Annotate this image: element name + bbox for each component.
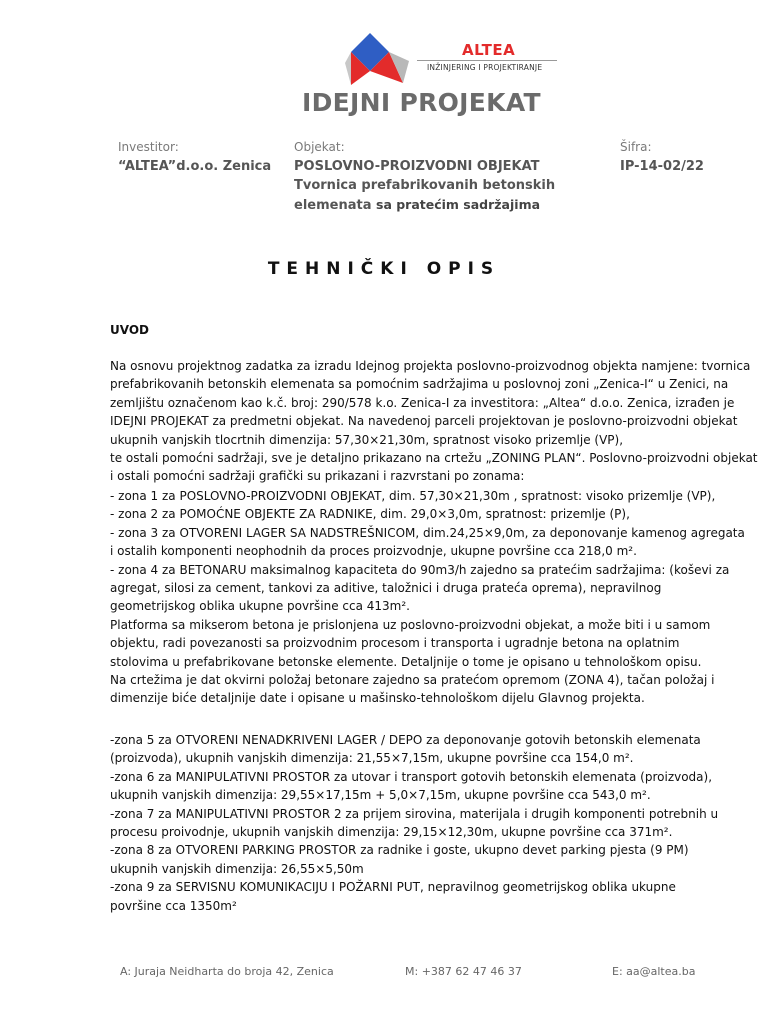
zone-line: Platforma sa mikserom betona je prislonjena uz poslovno-proizvodni objekat, a može biti i u samom (110, 617, 711, 632)
logo-divider (417, 60, 557, 61)
document-title: IDEJNI PROJEKAT (302, 88, 541, 117)
code-label: Šifra: (620, 140, 652, 154)
investor-value: “ALTEA”d.o.o. Zenica (118, 159, 272, 174)
zones-list-b (110, 731, 750, 915)
zone-line: - zona 2 za POMOĆNE OBJEKTE ZA RADNIKE, dim. 29,0×3,0m, spratnost: prizemlje (P), (110, 507, 630, 522)
uvod-heading: UVOD (110, 323, 149, 337)
object-line-1: POSLOVNO-PROIZVODNI OBJEKAT (294, 159, 540, 174)
zone-line: ukupnih vanjskih dimenzija: 29,55×17,15m + 5,0×7,15m, ukupne površine cca 543,0 m². (110, 788, 651, 803)
zone-line: dimenzije biće detaljnije date i opisane u mašinsko-tehnološkom dijelu Glavnog projekta. (110, 691, 645, 706)
section-title: TEHNIČKI OPIS (267, 259, 501, 279)
intro-paragraph (110, 357, 758, 486)
investor-label: Investitor: (118, 140, 179, 154)
zone-line: - zona 3 za OTVORENI LAGER SA NADSTREŠNICOM, dim.24,25×9,0m, za deponovanje kamenog agregata (110, 525, 745, 540)
zone-line: površine cca 1350m² (110, 898, 237, 913)
logo-name: ALTEA (462, 41, 516, 59)
zone-line: procesu proivodnje, ukupnih vanjskih dimenzija: 29,15×12,30m, ukupne površine cca 371m². (110, 824, 673, 839)
object-line-3 (294, 195, 555, 214)
object-line-3b: sa pratećim sadržajima (376, 197, 541, 212)
intro-line: zemljištu označenom kao k.č. broj: 290/578 k.o. Zenica-I za investitora: „Altea“ d.o.o. Zenica, izrađen je (110, 395, 735, 410)
zone-line: geometrijskog oblika ukupne površine cca 413m². (110, 599, 410, 614)
object-line-2: Tvornica prefabrikovanih betonskih (294, 178, 556, 193)
intro-line: prefabrikovanih betonskih elemenata sa pomoćnim sadržajima u poslovnoj zoni „Zenica-I“ u Zenici, na (110, 377, 729, 392)
zones-list-a (110, 487, 750, 708)
intro-line: i ostali pomoćni sadržaji grafički su prikazani i razvrstani po zonama: (110, 469, 525, 484)
zone-line: Na crtežima je dat okvirni položaj betonare zajedno sa pratećom opremom (ZONA 4), tačan položaj i (110, 672, 715, 687)
zone-line: ukupnih vanjskih dimenzija: 26,55×5,50m (110, 861, 364, 876)
zone-line: -zona 9 za SERVISNU KOMUNIKACIJU I POŽARNI PUT, nepravilnog geometrijskog oblika ukupne (110, 880, 676, 895)
altea-logo-icon (345, 33, 417, 89)
zone-line: objektu, radi povezanosti sa proizvodnim procesom i transporta i ugradnje betona na oplatnim (110, 636, 680, 651)
code-value: IP-14-02/22 (620, 159, 704, 174)
logo-subtitle: INŽINJERING I PROJEKTIRANJE (427, 63, 543, 72)
footer-address: A: Juraja Neidharta do broja 42, Zenica (120, 965, 334, 978)
intro-line: IDEJNI PROJEKAT za predmetni objekat. Na navedenoj parceli projektovan je poslovno-proizvodni objekat (110, 414, 738, 429)
company-logo (345, 33, 565, 89)
intro-line: ukupnih vanjskih tlocrtnih dimenzija: 57,30×21,30m, spratnost visoko prizemlje (VP), (110, 432, 624, 447)
footer-phone: M: +387 62 47 46 37 (405, 965, 522, 978)
zone-line: i ostalih komponenti neophodnih da proces proizvodnje, ukupne površine cca 218,0 m². (110, 544, 637, 559)
footer-email: E: aa@altea.ba (612, 965, 696, 978)
object-description (294, 157, 555, 214)
zone-line: -zona 5 za OTVORENI NENADKRIVENI LAGER / DEPO za deponovanje gotovih betonskih elemenata (110, 733, 701, 747)
intro-line: Na osnovu projektnog zadatka za izradu Idejnog projekta poslovno-proizvodnog objekta namjene: tvornica (110, 359, 751, 373)
zone-line: stolovima u prefabrikovane betonske elemente. Detaljnije o tome je opisano u tehnološkom opisu. (110, 654, 702, 669)
zone-line: - zona 1 za POSLOVNO-PROIZVODNI OBJEKAT, dim. 57,30×21,30m , spratnost: visoko prizemlje (VP), (110, 489, 716, 503)
object-label: Objekat: (294, 140, 345, 154)
intro-line: te ostali pomoćni sadržaji, sve je detaljno prikazano na crtežu „ZONING PLAN“. Poslovno-proizvodni objekat (110, 450, 758, 465)
zone-line: -zona 6 za MANIPULATIVNI PROSTOR za utovar i transport gotovih betonskih elemenata (proizvoda), (110, 769, 713, 784)
zone-line: -zona 8 za OTVORENI PARKING PROSTOR za radnike i goste, ukupno devet parking pjesta (9 PM) (110, 843, 689, 858)
zone-line: agregat, silosi za cement, tankovi za aditive, taložnici i druga prateća oprema), nepravilnog (110, 580, 662, 595)
zone-line: - zona 4 za BETONARU maksimalnog kapaciteta do 90m3/h zajedno sa pratećim sadržajima: (koševi za (110, 562, 730, 577)
zone-line: -zona 7 za MANIPULATIVNI PROSTOR 2 za prijem sirovina, materijala i drugih komponenti potrebnih u (110, 806, 719, 821)
object-line-3a: elemenata (294, 198, 376, 213)
zone-line: (proizvoda), ukupnih vanjskih dimenzija: 21,55×7,15m, ukupne površine cca 154,0 m². (110, 751, 634, 766)
